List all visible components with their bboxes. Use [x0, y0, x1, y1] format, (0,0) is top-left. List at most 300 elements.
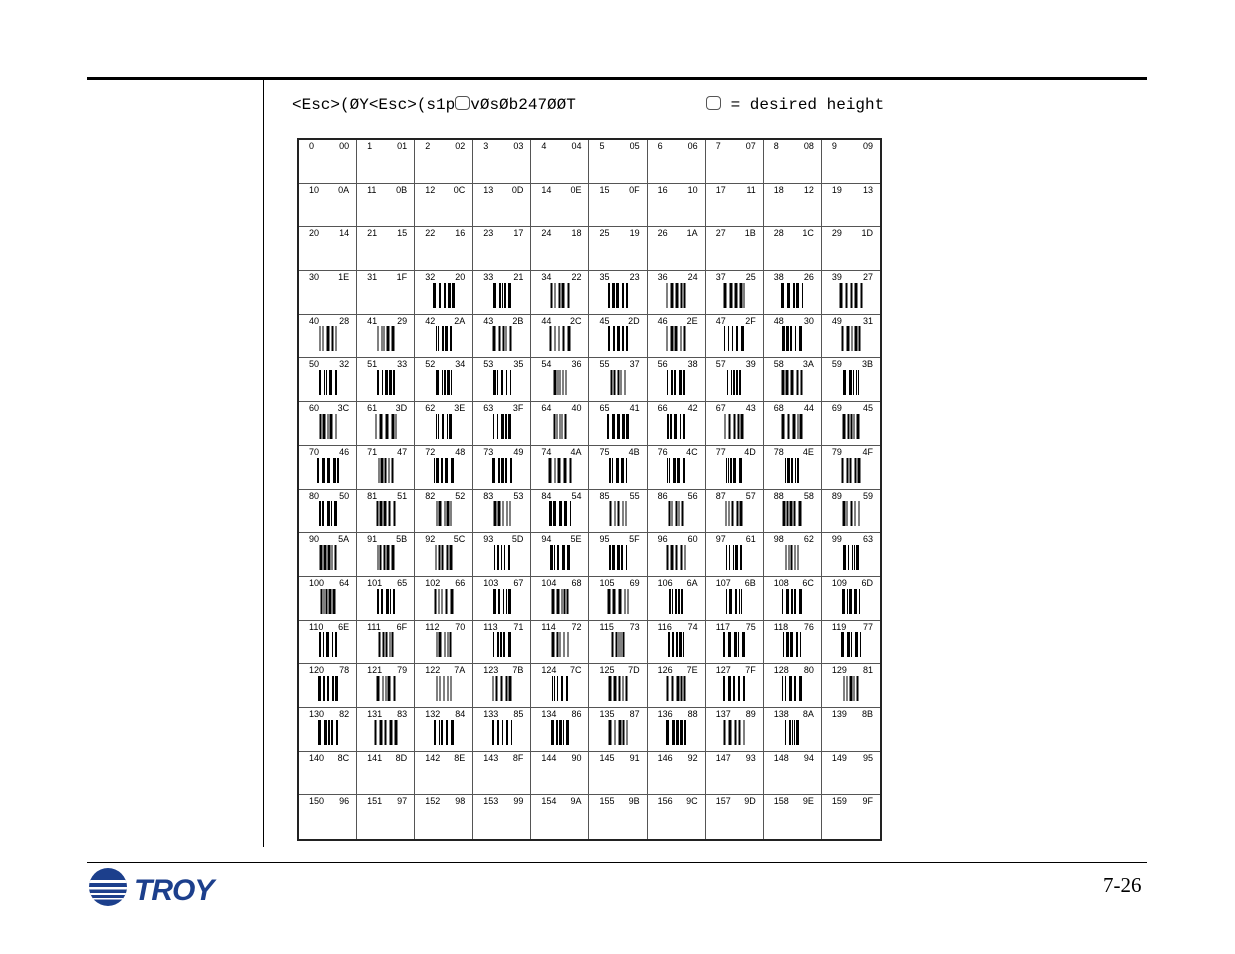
barcode-bar	[798, 414, 799, 439]
barcode-bar	[854, 589, 857, 614]
barcode-bar	[502, 283, 503, 308]
barcode-bar	[794, 501, 796, 526]
decimal-code: 21	[367, 228, 378, 239]
barcode-bar	[495, 676, 497, 701]
symbol-cell	[473, 752, 531, 796]
barcode-bar	[556, 720, 558, 745]
margin-rule	[263, 80, 264, 847]
barcode-bar	[334, 545, 336, 570]
barcode-bar	[783, 632, 784, 657]
barcode-bar	[444, 370, 446, 395]
symbol-cell	[706, 446, 764, 490]
symbol-cell	[764, 446, 822, 490]
barcode-bar	[497, 414, 498, 439]
symbol-cell	[822, 358, 880, 402]
barcode-bar	[329, 414, 332, 439]
barcode-bar	[789, 676, 792, 701]
symbol-cell	[531, 184, 589, 228]
barcode-bar	[327, 414, 328, 439]
barcode-bar	[621, 370, 622, 395]
barcode-bar	[851, 326, 852, 351]
barcode-glyph	[553, 370, 566, 395]
decimal-code: 132	[425, 708, 441, 719]
symbol-cell	[648, 358, 706, 402]
decimal-code: 59	[831, 359, 842, 370]
barcode-bar	[319, 632, 321, 657]
barcode-bar	[726, 589, 727, 614]
hex-code: 82	[339, 708, 350, 719]
barcode-bar	[436, 326, 437, 351]
barcode-bar	[672, 720, 675, 745]
decimal-code: 127	[715, 665, 731, 676]
symbol-cell	[589, 358, 647, 402]
decimal-code: 142	[425, 752, 441, 763]
hex-code: 1F	[396, 272, 408, 283]
barcode-bar	[857, 458, 860, 483]
hex-code: 7E	[686, 665, 698, 676]
hex-code: 5F	[629, 534, 640, 545]
barcode-bar	[323, 632, 324, 657]
barcode-bar	[505, 326, 506, 351]
rounded-box-icon	[455, 96, 470, 110]
barcode-bar	[681, 283, 683, 308]
symbol-cell	[415, 227, 473, 271]
barcode-bar	[856, 545, 859, 570]
barcode-bar	[622, 326, 624, 351]
decimal-code: 95	[599, 534, 610, 545]
decimal-code: 148	[773, 752, 789, 763]
barcode-bar	[625, 589, 626, 614]
barcode-bar	[731, 370, 732, 395]
barcode-bar	[383, 326, 384, 351]
barcode-bar	[790, 632, 793, 657]
barcode-bar	[850, 501, 852, 526]
hex-code: 02	[455, 141, 466, 151]
barcode-bar	[557, 676, 558, 701]
decimal-code: 76	[657, 446, 668, 457]
symbol-cell	[764, 752, 822, 796]
barcode-bar	[554, 458, 555, 483]
decimal-code: 112	[425, 621, 440, 632]
decimal-code: 11	[367, 184, 377, 195]
barcode-bar	[842, 501, 845, 526]
barcode-glyph	[727, 370, 741, 395]
barcode-bar	[549, 326, 551, 351]
decimal-code: 157	[715, 796, 731, 807]
barcode-bar	[388, 501, 390, 526]
barcode-bar	[790, 326, 792, 351]
hex-code: 6F	[396, 621, 408, 632]
barcode-glyph	[723, 632, 745, 657]
hex-code: 34	[455, 359, 466, 370]
barcode-bar	[319, 414, 321, 439]
barcode-glyph	[608, 283, 628, 308]
barcode-bar	[378, 632, 380, 657]
barcode-bar	[493, 414, 494, 439]
symbol-cell	[415, 708, 473, 752]
symbol-cell	[822, 315, 880, 359]
decimal-code: 77	[715, 446, 726, 457]
barcode-glyph	[436, 632, 451, 657]
decimal-code: 2	[425, 141, 431, 151]
hex-code: 07	[745, 141, 756, 151]
hex-code: 0A	[338, 184, 350, 195]
barcode-bar	[732, 326, 733, 351]
hex-code: 2B	[512, 315, 524, 326]
symbol-cell	[648, 490, 706, 534]
barcode-bar	[433, 283, 436, 308]
barcode-bar	[740, 283, 743, 308]
barcode-glyph	[841, 632, 861, 657]
symbol-cell	[706, 227, 764, 271]
hex-code: 19	[629, 228, 640, 239]
barcode-bar	[800, 632, 801, 657]
barcode-bar	[842, 414, 845, 439]
decimal-code: 124	[541, 665, 557, 676]
hex-code: 8A	[802, 708, 814, 719]
barcode-bar	[849, 676, 852, 701]
barcode-bar	[387, 676, 390, 701]
hex-code: 1C	[802, 228, 814, 239]
hex-code: 73	[629, 621, 640, 632]
barcode-bar	[505, 458, 507, 483]
barcode-bar	[377, 545, 378, 570]
barcode-bar	[326, 632, 329, 657]
hex-code: 08	[803, 141, 814, 151]
barcode-glyph	[783, 501, 802, 526]
decimal-code: 68	[773, 403, 784, 414]
barcode-bar	[623, 676, 624, 701]
decimal-code: 28	[773, 228, 784, 239]
barcode-bar	[675, 326, 678, 351]
symbol-cell	[706, 664, 764, 708]
symbol-cell	[589, 140, 647, 184]
barcode-bar	[492, 326, 495, 351]
decimal-code: 6	[657, 141, 663, 151]
symbol-cell	[473, 621, 531, 665]
hex-code: 25	[745, 272, 756, 283]
barcode-bar	[492, 720, 494, 745]
decimal-code: 38	[773, 272, 784, 283]
hex-code: 69	[629, 577, 640, 588]
barcode-bar	[847, 414, 849, 439]
barcode-bar	[841, 326, 843, 351]
barcode-glyph	[608, 589, 629, 614]
symbol-set-table	[297, 138, 882, 841]
barcode-bar	[382, 632, 384, 657]
hex-code: 3C	[337, 403, 350, 414]
symbol-cell	[473, 315, 531, 359]
symbol-cell	[706, 358, 764, 402]
barcode-bar	[443, 676, 444, 701]
decimal-code: 57	[715, 359, 726, 370]
decimal-code: 75	[599, 446, 610, 457]
barcode-bar	[683, 458, 685, 483]
barcode-bar	[322, 501, 324, 526]
barcode-bar	[782, 414, 785, 439]
hex-code: 85	[513, 708, 524, 719]
symbol-cell	[764, 664, 822, 708]
barcode-bar	[667, 326, 668, 351]
barcode-bar	[786, 632, 789, 657]
decimal-code: 43	[483, 315, 494, 326]
barcode-glyph	[667, 545, 686, 570]
barcode-bar	[335, 632, 337, 657]
barcode-bar	[554, 283, 555, 308]
barcode-bar	[741, 589, 742, 614]
barcode-bar	[619, 589, 622, 614]
hex-code: 91	[629, 752, 640, 763]
symbol-cell	[764, 795, 822, 839]
hex-code: 96	[339, 796, 350, 807]
barcode-bar	[856, 370, 857, 395]
symbol-cell	[473, 664, 531, 708]
barcode-bar	[608, 283, 610, 308]
barcode-bar	[506, 589, 507, 614]
barcode-bar	[793, 283, 795, 308]
barcode-bar	[449, 414, 452, 439]
barcode-bar	[505, 414, 507, 439]
hex-code: 8B	[861, 708, 873, 719]
barcode-glyph	[782, 676, 802, 701]
barcode-bar	[740, 501, 743, 526]
decimal-code: 118	[773, 621, 789, 632]
symbol-cell	[473, 140, 531, 184]
barcode-bar	[728, 326, 729, 351]
hex-code: 6A	[686, 577, 698, 588]
decimal-code: 146	[657, 752, 673, 763]
barcode-bar	[786, 326, 789, 351]
symbol-cell	[357, 795, 415, 839]
hex-code: 6D	[861, 577, 873, 588]
barcode-bar	[497, 370, 498, 395]
decimal-code: 151	[367, 796, 383, 807]
symbol-cell	[706, 533, 764, 577]
symbol-cell	[822, 227, 880, 271]
decimal-code: 86	[657, 490, 668, 501]
symbol-cell	[764, 271, 822, 315]
barcode-glyph	[669, 501, 684, 526]
hex-code: 67	[513, 577, 524, 588]
barcode-bar	[385, 632, 387, 657]
barcode-glyph	[611, 370, 626, 395]
barcode-bar	[607, 414, 609, 439]
barcode-bar	[783, 501, 786, 526]
symbol-cell	[589, 315, 647, 359]
hex-code: 2A	[454, 315, 466, 326]
barcode-bar	[385, 676, 386, 701]
barcode-bar	[505, 676, 507, 701]
decimal-code: 53	[483, 359, 494, 370]
barcode-glyph	[493, 414, 511, 439]
barcode-glyph	[843, 370, 859, 395]
decimal-code: 102	[425, 577, 441, 588]
barcode-bar	[626, 458, 627, 483]
hex-code: 87	[629, 708, 640, 719]
symbol-cell	[531, 708, 589, 752]
barcode-bar	[394, 720, 397, 745]
symbol-cell	[357, 315, 415, 359]
barcode-bar	[391, 632, 393, 657]
symbol-cell	[589, 446, 647, 490]
barcode-bar	[567, 283, 569, 308]
barcode-bar	[612, 283, 615, 308]
barcode-bar	[623, 632, 625, 657]
barcode-glyph	[841, 458, 860, 483]
hex-code: 51	[397, 490, 408, 501]
barcode-bar	[741, 326, 744, 351]
barcode-bar	[379, 414, 382, 439]
barcode-bar	[554, 326, 555, 351]
barcode-bar	[614, 676, 617, 701]
barcode-bar	[613, 326, 615, 351]
barcode-bar	[377, 589, 379, 614]
barcode-bar	[679, 632, 682, 657]
symbol-cell	[706, 315, 764, 359]
hex-code: 50	[339, 490, 350, 501]
symbol-cell	[764, 533, 822, 577]
symbol-cell	[822, 577, 880, 621]
barcode-bar	[676, 501, 678, 526]
hex-code: 03	[513, 141, 524, 151]
decimal-code: 54	[541, 359, 552, 370]
barcode-bar	[802, 283, 803, 308]
barcode-bar	[858, 501, 859, 526]
barcode-glyph	[609, 458, 627, 483]
hex-code: 84	[455, 708, 466, 719]
decimal-code: 36	[657, 272, 668, 283]
barcode-bar	[441, 458, 443, 483]
barcode-glyph	[434, 589, 453, 614]
barcode-glyph	[318, 676, 338, 701]
hex-code: 42	[687, 403, 698, 414]
barcode-bar	[322, 326, 323, 351]
escape-sequence-prefix: <Esc>(ØY<Esc>(s1p	[292, 96, 456, 114]
decimal-code: 94	[541, 534, 552, 545]
hex-code: 58	[803, 490, 814, 501]
barcode-bar	[551, 589, 554, 614]
decimal-code: 134	[541, 708, 557, 719]
barcode-bar	[511, 720, 512, 745]
barcode-bar	[795, 545, 796, 570]
barcode-glyph	[434, 458, 454, 483]
barcode-bar	[501, 545, 502, 570]
hex-code: 7C	[569, 665, 582, 676]
barcode-bar	[667, 283, 668, 308]
decimal-code: 45	[599, 315, 610, 326]
symbol-cell	[357, 227, 415, 271]
barcode-bar	[790, 501, 793, 526]
hex-code: 68	[571, 577, 582, 588]
decimal-code: 33	[483, 272, 494, 283]
hex-code: 9F	[862, 796, 873, 807]
barcode-bar	[566, 589, 568, 614]
decimal-code: 138	[773, 708, 789, 719]
barcode-bar	[794, 676, 796, 701]
symbol-cell	[589, 271, 647, 315]
barcode-bar	[676, 632, 678, 657]
symbol-cell	[764, 402, 822, 446]
hex-code: 1D	[861, 228, 873, 239]
hex-code: 56	[687, 490, 698, 501]
symbol-cell	[299, 184, 357, 228]
barcode-bar	[562, 370, 563, 395]
barcode-bar	[384, 720, 386, 745]
hex-code: 11	[746, 184, 756, 195]
decimal-code: 114	[541, 621, 556, 632]
symbol-cell	[473, 795, 531, 839]
barcode-bar	[561, 589, 562, 614]
barcode-bar	[553, 414, 555, 439]
hex-code: 90	[571, 752, 582, 763]
barcode-bar	[854, 326, 857, 351]
hex-code: 4E	[802, 446, 814, 457]
barcode-bar	[799, 501, 802, 526]
barcode-bar	[667, 414, 669, 439]
barcode-bar	[680, 414, 681, 439]
barcode-bar	[391, 414, 394, 439]
hex-code: 9E	[802, 796, 814, 807]
barcode-bar	[335, 326, 336, 351]
barcode-glyph	[551, 632, 568, 657]
barcode-bar	[618, 501, 620, 526]
barcode-bar	[685, 545, 686, 570]
barcode-glyph	[377, 370, 395, 395]
symbol-cell	[357, 664, 415, 708]
decimal-code: 62	[425, 403, 436, 414]
barcode-bar	[675, 589, 677, 614]
barcode-bar	[441, 720, 443, 745]
barcode-bar	[332, 676, 334, 701]
barcode-bar	[846, 458, 848, 483]
hex-code: 14	[339, 228, 350, 239]
barcode-bar	[677, 458, 680, 483]
barcode-glyph	[319, 545, 336, 570]
barcode-bar	[787, 283, 790, 308]
hex-code: 5A	[338, 534, 350, 545]
barcode-glyph	[842, 501, 859, 526]
barcode-bar	[723, 632, 725, 657]
decimal-code: 30	[309, 272, 320, 283]
barcode-glyph	[609, 676, 628, 701]
barcode-bar	[438, 326, 439, 351]
hex-code: 33	[397, 359, 408, 370]
barcode-bar	[681, 589, 683, 614]
barcode-bar	[796, 632, 798, 657]
hex-code: 65	[397, 577, 408, 588]
barcode-bar	[434, 458, 435, 483]
hex-code: 3A	[802, 359, 814, 370]
barcode-glyph	[319, 414, 336, 439]
hex-code: 06	[687, 141, 698, 151]
barcode-bar	[727, 370, 728, 395]
barcode-bar	[735, 283, 738, 308]
symbol-cell	[415, 752, 473, 796]
hex-code: 30	[803, 315, 814, 326]
hex-code: 31	[862, 315, 873, 326]
barcode-glyph	[842, 414, 859, 439]
decimal-code: 130	[309, 708, 325, 719]
barcode-bar	[510, 370, 511, 395]
barcode-glyph	[548, 458, 571, 483]
symbol-cell	[415, 271, 473, 315]
hex-code: 4C	[686, 446, 698, 457]
decimal-code: 129	[831, 665, 847, 676]
barcode-bar	[566, 720, 569, 745]
barcode-bar	[326, 370, 327, 395]
barcode-bar	[508, 414, 511, 439]
barcode-bar	[492, 458, 495, 483]
